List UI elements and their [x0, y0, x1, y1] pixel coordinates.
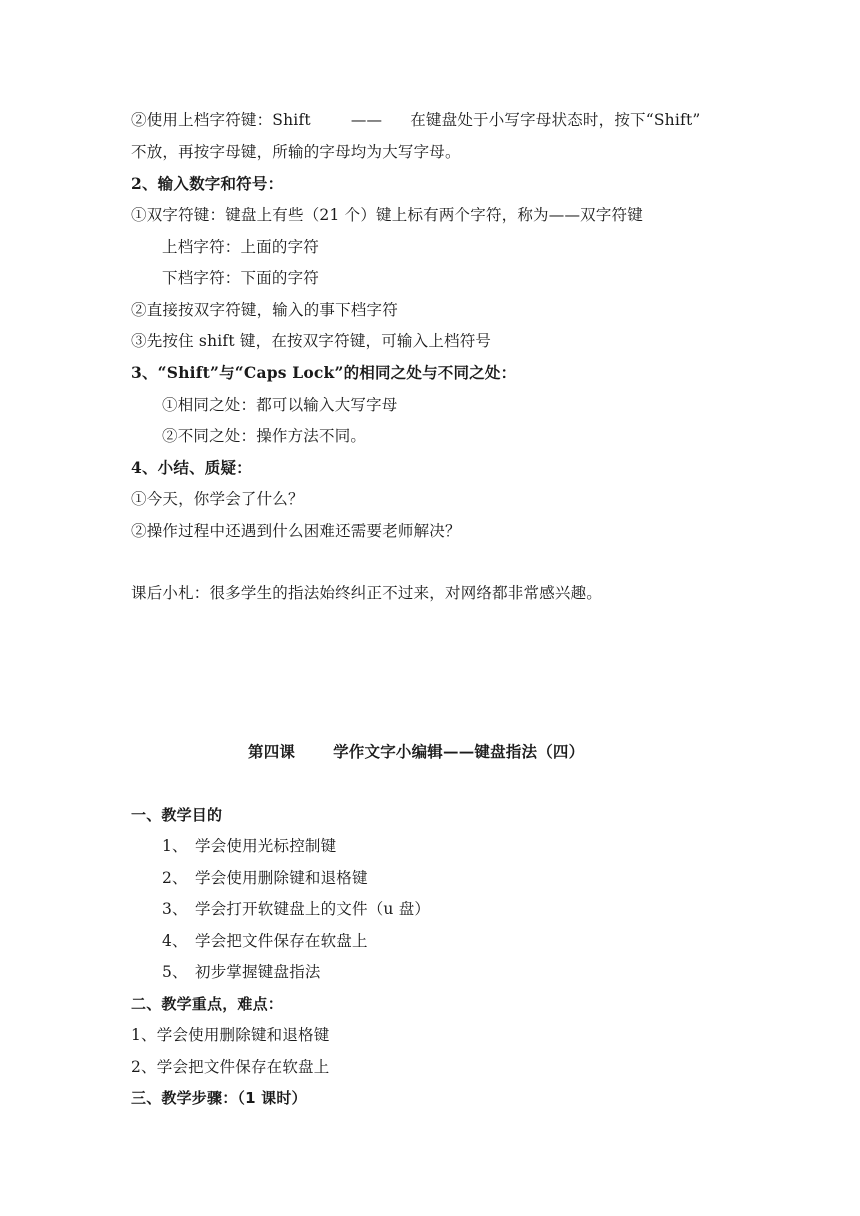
shift-dash: —— [350, 111, 383, 129]
question-item-2: ②操作过程中还遇到什么困难还需要老师解决？ [131, 522, 461, 540]
goal-item [162, 836, 336, 856]
key-point-2: 2、学会把文件保存在软盘上 [131, 1058, 330, 1076]
goal-number: 1、 [162, 837, 188, 855]
goal-number: 3、 [162, 900, 188, 918]
lower-char-item: 下档字符：下面的字符 [162, 269, 320, 287]
heading-shift-capslock: 3、“Shift”与“Caps Lock”的相同之处与不同之处： [131, 363, 517, 382]
goals-heading: 一、教学目的 [131, 806, 223, 824]
heading-input-numbers: 2、输入数字和符号： [131, 174, 284, 193]
goal-item [162, 931, 368, 951]
steps-heading: 三、教学步骤：（1 课时） [131, 1089, 307, 1107]
goal-item [162, 962, 321, 982]
direct-press-item: ②直接按双字符键，输入的事下档字符 [131, 301, 398, 319]
after-class-note: 课后小札：很多学生的指法始终纠正不过来，对网络都非常感兴趣。 [131, 584, 603, 602]
goal-number: 4、 [162, 932, 188, 950]
same-point-item: ①相同之处：都可以输入大写字母 [162, 396, 398, 414]
goal-number: 5、 [162, 963, 188, 981]
diff-point-item: ②不同之处：操作方法不同。 [162, 427, 367, 445]
shift-key-label: ②使用上档字符键：Shift [131, 111, 311, 129]
goal-text: 学会打开软键盘上的文件（u 盘） [195, 900, 431, 918]
goal-item [162, 899, 430, 919]
key-point-1: 1、学会使用删除键和退格键 [131, 1026, 330, 1044]
goal-text: 学会使用光标控制键 [195, 837, 337, 855]
shift-paragraph-line2: 不放，再按字母键，所输的字母均为大写字母。 [131, 143, 461, 161]
question-item-1: ①今天，你学会了什么？ [131, 490, 304, 508]
lesson-name: 学作文字小编辑——键盘指法（四） [333, 742, 585, 761]
upper-char-item: 上档字符：上面的字符 [162, 238, 320, 256]
lesson-number: 第四课 [248, 742, 296, 761]
shift-description: 在键盘处于小写字母状态时，按下“Shift” [410, 111, 701, 129]
goal-text: 学会使用删除键和退格键 [195, 869, 368, 887]
shift-paragraph-line1 [131, 110, 701, 130]
goal-number: 2、 [162, 869, 188, 887]
shift-press-item: ③先按住 shift 键，在按双字符键，可输入上档符号 [131, 332, 492, 350]
key-points-heading: 二、教学重点，难点： [131, 995, 284, 1013]
goal-text: 学会把文件保存在软盘上 [195, 932, 368, 950]
goal-text: 初步掌握键盘指法 [195, 963, 321, 981]
lesson-title [248, 742, 584, 762]
heading-summary: 4、小结、质疑： [131, 458, 252, 477]
goal-item [162, 868, 368, 888]
double-char-key-item: ①双字符键：键盘上有些（21 个）键上标有两个字符，称为——双字符键 [131, 206, 643, 224]
